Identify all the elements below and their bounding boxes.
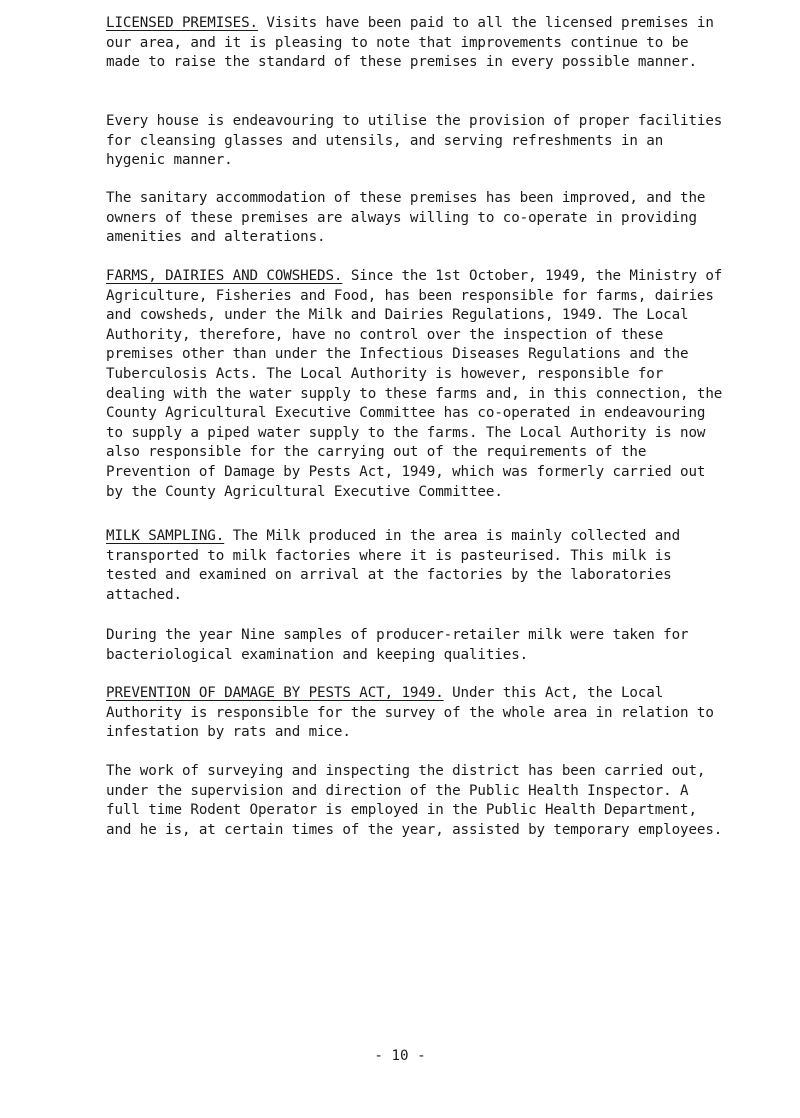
paragraph-text: Under this Act, the Local Authority is responsible for the survey of the whole area in relation to infestation by rats and mice.: [106, 685, 714, 741]
paragraph-prevention-of-damage-by-pests: [106, 684, 726, 743]
paragraph-surveying: [106, 762, 726, 840]
paragraph-farms-dairies-cowsheds: [106, 267, 726, 502]
paragraph-text: Every house is endeavouring to utilise the provision of proper facilities for cleansing glasses and utensils, and serving refreshments in an hygenic manner.: [106, 113, 723, 169]
section-heading-farms-dairies-cowsheds: FARMS, DAIRIES AND COWSHEDS.: [106, 268, 343, 284]
section-heading-prevention-of-damage-by-pests: PREVENTION OF DAMAGE BY PESTS ACT, 1949.: [106, 685, 444, 701]
paragraph-licensed-premises: [106, 14, 726, 73]
paragraph-sanitary-accommodation: [106, 189, 726, 248]
page-number: - 10 -: [374, 1048, 426, 1064]
section-heading-milk-sampling: MILK SAMPLING.: [106, 528, 225, 544]
paragraph-text: Visits have been paid to all the licensed premises in our area, and it is pleasing to note that improvements continue to be made to raise the standard of these premises in every possible manner.: [106, 15, 714, 71]
paragraph-facilities: [106, 112, 726, 171]
paragraph-text: The sanitary accommodation of these premises has been improved, and the owners of these premises are always willing to co-operate in providing amenities and alterations.: [106, 190, 706, 246]
paragraph-text: Since the 1st October, 1949, the Ministry of Agriculture, Fisheries and Food, has been responsible for farms, dairies and cowsheds, under the Milk and Dairies Regulations, 1949. The Local Authority, therefore, have no control over the inspection of these premises other than under the Infectious Diseases Regulations and the Tuberculosis Acts. The Local Authority is however, responsible for dealing with the water supply to these farms and, in this connection, the County Agricultural Executive Committee has co-operated in endeavouring to supply a piped water supply to the farms. The Local Authority is now also responsible for the carrying out of the requirements of the Prevention of Damage by Pests Act, 1949, which was formerly carried out by the County Agricultural Executive Committee.: [106, 268, 723, 500]
paragraph-milk-sampling: [106, 527, 726, 605]
paragraph-text: The work of surveying and inspecting the district has been carried out, under the supervision and direction of the Public Health Inspector. A full time Rodent Operator is employed in the Public Health Department, and he is, at certain times of the year, assisted by temporary employees.: [106, 763, 723, 838]
section-heading-licensed-premises: LICENSED PREMISES.: [106, 15, 258, 31]
paragraph-text: During the year Nine samples of producer-retailer milk were taken for bacteriological examination and keeping qualities.: [106, 627, 689, 663]
paragraph-samples: [106, 626, 726, 665]
paragraph-text: The Milk produced in the area is mainly collected and transported to milk factories where it is pasteurised. This milk is tested and examined on arrival at the factories by the laboratories attached.: [106, 528, 681, 603]
